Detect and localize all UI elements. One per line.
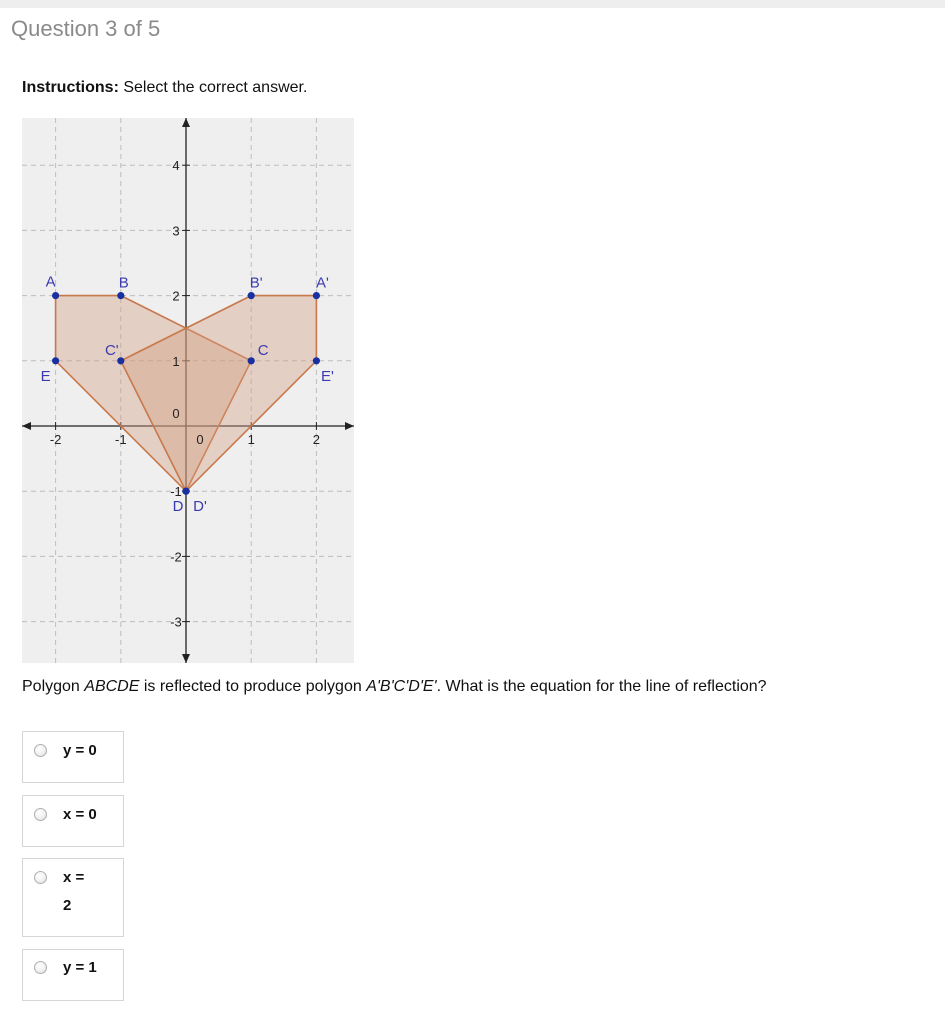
- y-tick-label: 0: [172, 406, 180, 421]
- y-tick-label: -2: [170, 549, 182, 565]
- vertex-point-d-prime: [182, 488, 189, 495]
- radio-button[interactable]: [34, 871, 47, 884]
- question-middle: is reflected to produce polygon: [139, 678, 367, 695]
- question-suffix: . What is the equation for the line of reflection?: [436, 678, 767, 695]
- polygon-name-original: ABCDE: [84, 678, 140, 695]
- y-tick-label: 3: [172, 223, 180, 239]
- vertex-point-a-prime: [313, 292, 320, 299]
- y-tick-label: -3: [170, 614, 182, 630]
- radio-button[interactable]: [34, 961, 47, 974]
- vertex-point-e-prime: [313, 357, 320, 364]
- answer-option-3[interactable]: [22, 858, 124, 937]
- y-tick-label: 4: [172, 158, 180, 174]
- label-a: A: [45, 273, 56, 291]
- instructions-text: Select the correct answer.: [118, 79, 308, 96]
- label-d-prime: D': [193, 498, 207, 515]
- answer-option-1[interactable]: [22, 731, 124, 783]
- x-tick-label: 0: [196, 432, 204, 447]
- vertex-point-b-prime: [248, 292, 255, 299]
- label-d: D: [172, 498, 184, 515]
- label-b-prime: B': [249, 274, 263, 292]
- option-label-line2: 2: [63, 897, 72, 914]
- vertex-point-e: [52, 357, 59, 364]
- question-prefix: Polygon: [22, 678, 85, 695]
- x-tick-label: 2: [312, 432, 321, 447]
- y-tick-label: 2: [172, 288, 180, 304]
- vertex-point-a: [52, 292, 59, 299]
- answer-option-4[interactable]: [22, 949, 124, 1001]
- label-a-prime: A': [315, 274, 329, 292]
- graph-svg: [22, 118, 354, 663]
- y-tick-label: 1: [172, 353, 180, 369]
- instructions-label: Instructions:: [22, 79, 119, 96]
- label-b: B: [118, 274, 129, 292]
- option-label: y = 1: [63, 959, 97, 976]
- option-label: x =: [63, 869, 85, 886]
- radio-button[interactable]: [34, 808, 47, 821]
- polygon-name-image: A'B'C'D'E': [366, 678, 437, 695]
- question-text: [22, 678, 767, 696]
- x-tick-label: -1: [115, 432, 127, 447]
- label-c-prime: C': [104, 341, 119, 359]
- label-e-prime: E': [320, 367, 334, 385]
- label-c: C: [257, 341, 269, 359]
- label-e: E: [40, 367, 51, 385]
- top-bar: [0, 0, 945, 8]
- question-counter: Question 3 of 5: [11, 16, 161, 41]
- x-tick-label: 1: [247, 432, 255, 447]
- x-tick-label: -2: [49, 432, 62, 447]
- radio-button[interactable]: [34, 744, 47, 757]
- instructions: [22, 79, 307, 97]
- vertex-point-b: [117, 292, 124, 299]
- option-label: y = 0: [63, 742, 97, 759]
- coordinate-graph: [22, 118, 354, 663]
- option-label: x = 0: [63, 806, 97, 823]
- y-tick-label: -1: [170, 484, 182, 500]
- vertex-point-c: [248, 357, 255, 364]
- answer-option-2[interactable]: [22, 795, 124, 847]
